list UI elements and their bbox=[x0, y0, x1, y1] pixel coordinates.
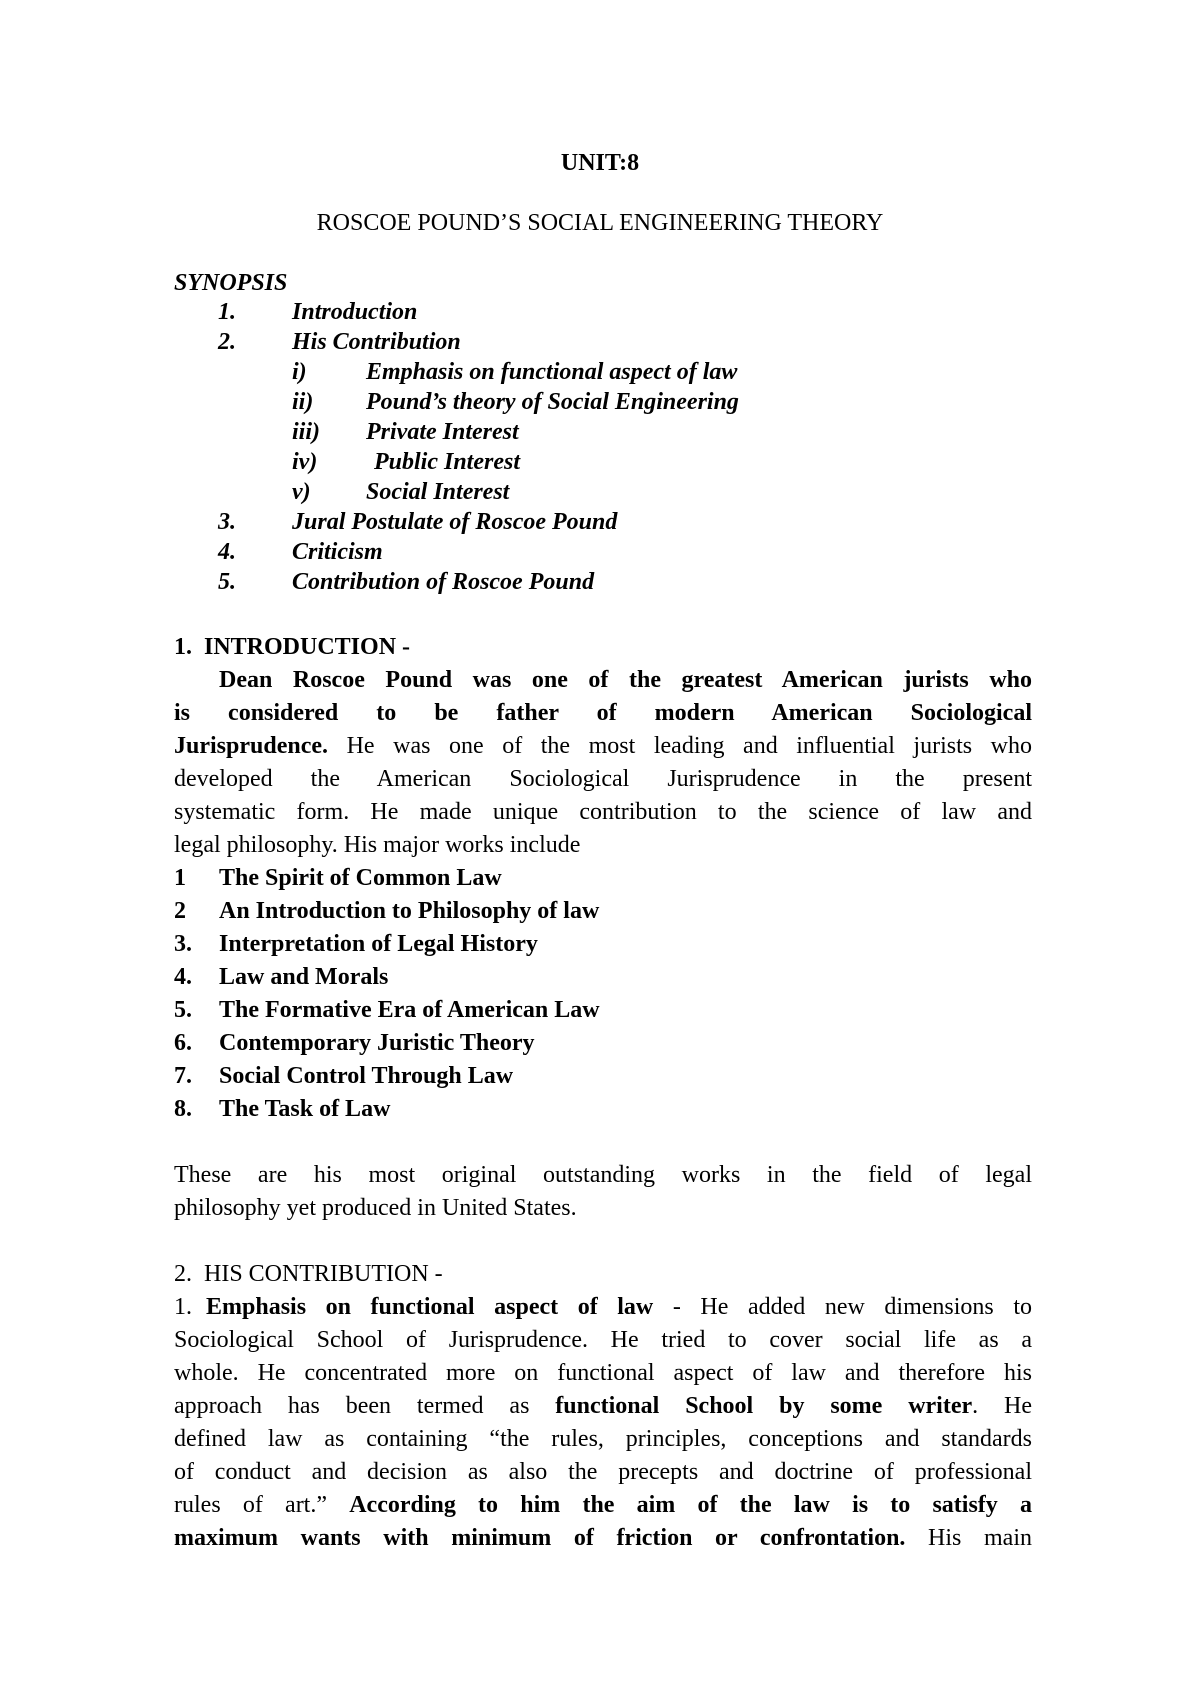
synopsis-subitem-number: ii) bbox=[292, 389, 314, 415]
page-title: ROSCOE POUND’S SOCIAL ENGINEERING THEORY bbox=[316, 210, 884, 236]
contribution-line bbox=[174, 1492, 1032, 1519]
intro-paragraph-line: Dean Roscoe Pound was one of the greatest American jurists who bbox=[219, 667, 1032, 693]
work-number: 1 bbox=[174, 865, 186, 891]
unit-label: UNIT:8 bbox=[560, 150, 640, 176]
synopsis-item: Criticism bbox=[292, 539, 383, 565]
synopsis-subitem: Public Interest bbox=[374, 449, 521, 475]
intro-heading: 1. INTRODUCTION - bbox=[174, 634, 411, 660]
contribution-text: . He bbox=[972, 1393, 1033, 1419]
synopsis-subitem-number: iii) bbox=[292, 419, 320, 445]
work-title: Interpretation of Legal History bbox=[219, 931, 538, 957]
synopsis-heading: SYNOPSIS bbox=[174, 270, 288, 296]
synopsis-item-number: 2. bbox=[218, 329, 236, 355]
intro-closing-line: These are his most original outstanding works in the field of legal bbox=[174, 1162, 1032, 1188]
work-number: 5. bbox=[174, 997, 192, 1023]
synopsis-item: Introduction bbox=[292, 299, 418, 325]
synopsis-subitem: Pound’s theory of Social Engineering bbox=[366, 389, 739, 415]
contribution-bold-phrase: Emphasis on functional aspect of law bbox=[206, 1294, 654, 1320]
synopsis-subitem: Social Interest bbox=[366, 479, 510, 505]
intro-paragraph-line: systematic form. He made unique contribution to the science of law and bbox=[174, 799, 1032, 825]
synopsis-item-number: 4. bbox=[218, 539, 236, 565]
contribution-bold-phrase: functional School by some writer bbox=[555, 1393, 973, 1419]
contribution-line: defined law as containing “the rules, principles, conceptions and standards bbox=[174, 1426, 1032, 1452]
contribution-text: His main bbox=[905, 1525, 1033, 1551]
work-title: The Spirit of Common Law bbox=[219, 865, 502, 891]
synopsis-item: His Contribution bbox=[292, 329, 461, 355]
synopsis-subitem-number: iv) bbox=[292, 449, 318, 475]
work-title: Law and Morals bbox=[219, 964, 389, 990]
work-title: The Task of Law bbox=[219, 1096, 391, 1122]
contribution-line: of conduct and decision as also the precepts and doctrine of professional bbox=[174, 1459, 1032, 1485]
work-title: The Formative Era of American Law bbox=[219, 997, 600, 1023]
intro-paragraph-line bbox=[174, 733, 1032, 760]
synopsis-item: Contribution of Roscoe Pound bbox=[292, 569, 595, 595]
contribution-text: rules of art.” bbox=[174, 1492, 350, 1518]
synopsis-subitem-number: i) bbox=[292, 359, 307, 385]
contribution-line bbox=[174, 1294, 1032, 1321]
intro-closing-line: philosophy yet produced in United States. bbox=[174, 1195, 577, 1221]
contribution-bold-phrase: maximum wants with minimum of friction or confrontation. bbox=[174, 1525, 906, 1551]
contribution-line: whole. He concentrated more on functional aspect of law and therefore his bbox=[174, 1360, 1032, 1386]
synopsis-subitem: Emphasis on functional aspect of law bbox=[366, 359, 738, 385]
work-number: 2 bbox=[174, 898, 186, 924]
work-title: Contemporary Juristic Theory bbox=[219, 1030, 535, 1056]
contribution-number: 1. bbox=[174, 1294, 192, 1320]
intro-paragraph-line: developed the American Sociological Jurisprudence in the present bbox=[174, 766, 1032, 792]
contribution-line bbox=[174, 1525, 1032, 1552]
contribution-line bbox=[174, 1393, 1032, 1420]
intro-bold-phrase: Jurisprudence. bbox=[174, 733, 329, 759]
synopsis-subitem-number: v) bbox=[292, 479, 311, 505]
work-number: 3. bbox=[174, 931, 192, 957]
synopsis-item-number: 3. bbox=[218, 509, 236, 535]
work-number: 8. bbox=[174, 1096, 192, 1122]
intro-paragraph-line: is considered to be father of modern American Sociological bbox=[174, 700, 1032, 726]
intro-paragraph-line: legal philosophy. His major works include bbox=[174, 832, 581, 858]
work-title: Social Control Through Law bbox=[219, 1063, 514, 1089]
synopsis-item-number: 5. bbox=[218, 569, 236, 595]
synopsis-item: Jural Postulate of Roscoe Pound bbox=[292, 509, 618, 535]
synopsis-item-number: 1. bbox=[218, 299, 236, 325]
work-number: 6. bbox=[174, 1030, 192, 1056]
contribution-bold-phrase: According to him the aim of the law is to satisfy a bbox=[349, 1492, 1032, 1518]
contribution-text: approach has been termed as bbox=[174, 1393, 556, 1419]
contribution-heading: 2. HIS CONTRIBUTION - bbox=[174, 1261, 443, 1287]
contribution-line: Sociological School of Jurisprudence. He tried to cover social life as a bbox=[174, 1327, 1032, 1353]
contribution-text: - He added new dimensions to bbox=[653, 1294, 1032, 1320]
synopsis-subitem: Private Interest bbox=[366, 419, 519, 445]
work-number: 7. bbox=[174, 1063, 192, 1089]
work-number: 4. bbox=[174, 964, 192, 990]
work-title: An Introduction to Philosophy of law bbox=[219, 898, 600, 924]
intro-text: He was one of the most leading and influential jurists who bbox=[328, 733, 1032, 759]
